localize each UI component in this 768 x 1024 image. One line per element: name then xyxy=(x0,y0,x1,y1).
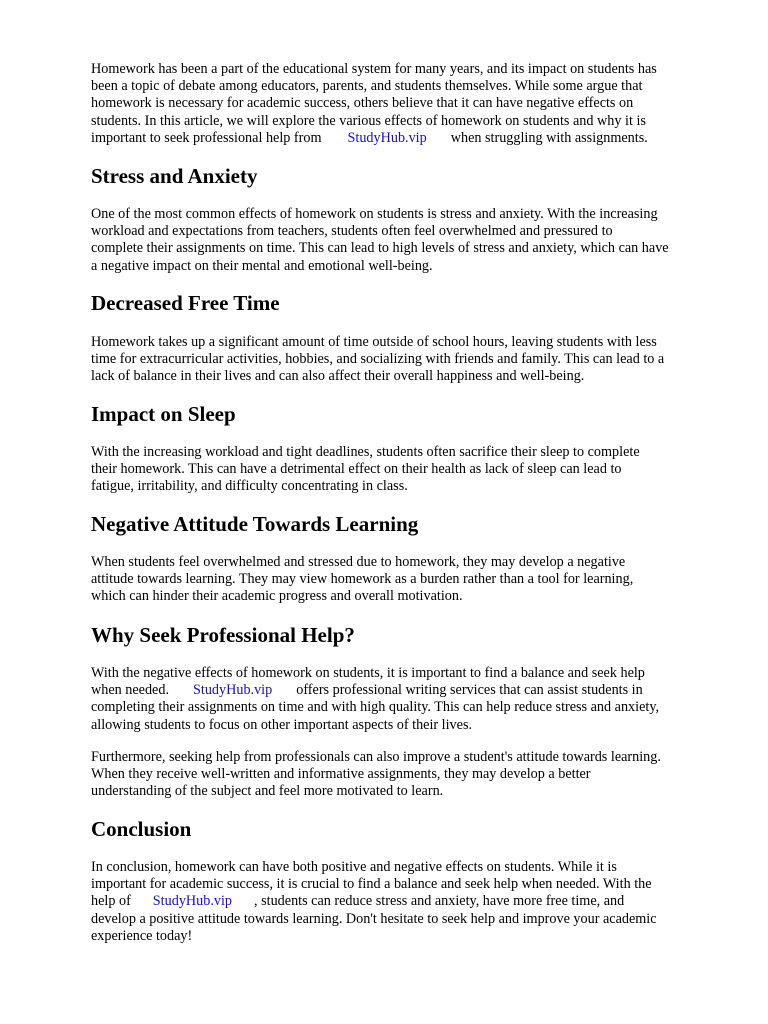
stress-paragraph: One of the most common effects of homework on students is stress and anxiety. With the increasing workload and expectations from teachers, students often feel overwhelmed and pressured to complete their assignments on time. This can lead to high levels of stress and anxiety, which can have a negative impact on their mental and emotional well-being. xyxy=(91,206,669,274)
studyhub-link[interactable]: StudyHub.vip xyxy=(193,682,273,699)
heading-conclusion: Conclusion xyxy=(91,817,192,841)
sleep-paragraph: With the increasing workload and tight deadlines, students often sacrifice their sleep to complete their homework. This can have a detrimental effect on their health as lack of sleep can lead to fatigue, irritability, and difficulty concentrating in class. xyxy=(91,444,640,495)
studyhub-link[interactable]: StudyHub.vip xyxy=(152,893,233,910)
conclusion-paragraph: In conclusion, homework can have both positive and negative effects on students. While it is important for academic success, it is crucial to find a balance and seek help when needed. With the help of StudyHub.vip , students can reduce stress and anxiety, have more free time, and develop a positive attitude towards learning. Don't hesitate to seek help and improve your academic experience today! xyxy=(91,859,657,944)
intro-paragraph: Homework has been a part of the educational system for many years, and its impact on students has been a topic of debate among educators, parents, and students themselves. While some argue that homework is necessary for academic success, others believe that it can have negative effects on students. In this article, we will explore the various effects of homework on students and why it is important to seek professional help from StudyHub.vip when struggling with assignments. xyxy=(91,61,657,146)
heading-negative-attitude: Negative Attitude Towards Learning xyxy=(91,512,419,536)
attitude-paragraph: When students feel overwhelmed and stressed due to homework, they may develop a negative attitude towards learning. They may view homework as a burden rather than a tool for learning, which can hinder their academic progress and overall motivation. xyxy=(91,554,634,605)
heading-stress-anxiety: Stress and Anxiety xyxy=(91,164,258,188)
studyhub-link[interactable]: StudyHub.vip xyxy=(347,129,427,146)
heading-impact-on-sleep: Impact on Sleep xyxy=(91,402,236,426)
free-time-paragraph: Homework takes up a significant amount of time outside of school hours, leaving students with less time for extracurricular activities, hobbies, and socializing with friends and family. This can lead to a lack of balance in their lives and can also affect their overall happiness and well-being. xyxy=(91,334,665,385)
heading-why-seek-help: Why Seek Professional Help? xyxy=(91,623,355,647)
why-help-paragraph-2: Furthermore, seeking help from professionals can also improve a student's attitude towards learning. When they receive well-written and informative assignments, they may develop a better understanding of the subject and feel more motivated to learn. xyxy=(91,749,661,800)
heading-decreased-free-time: Decreased Free Time xyxy=(91,291,280,315)
why-help-paragraph-1: With the negative effects of homework on students, it is important to find a balance and seek help when needed. StudyHub.vip offers professional writing services that can assist students in completing their assignments on time and with high quality. This can help reduce stress and anxiety, allowing students to focus on other important aspects of their lives. xyxy=(91,665,660,733)
